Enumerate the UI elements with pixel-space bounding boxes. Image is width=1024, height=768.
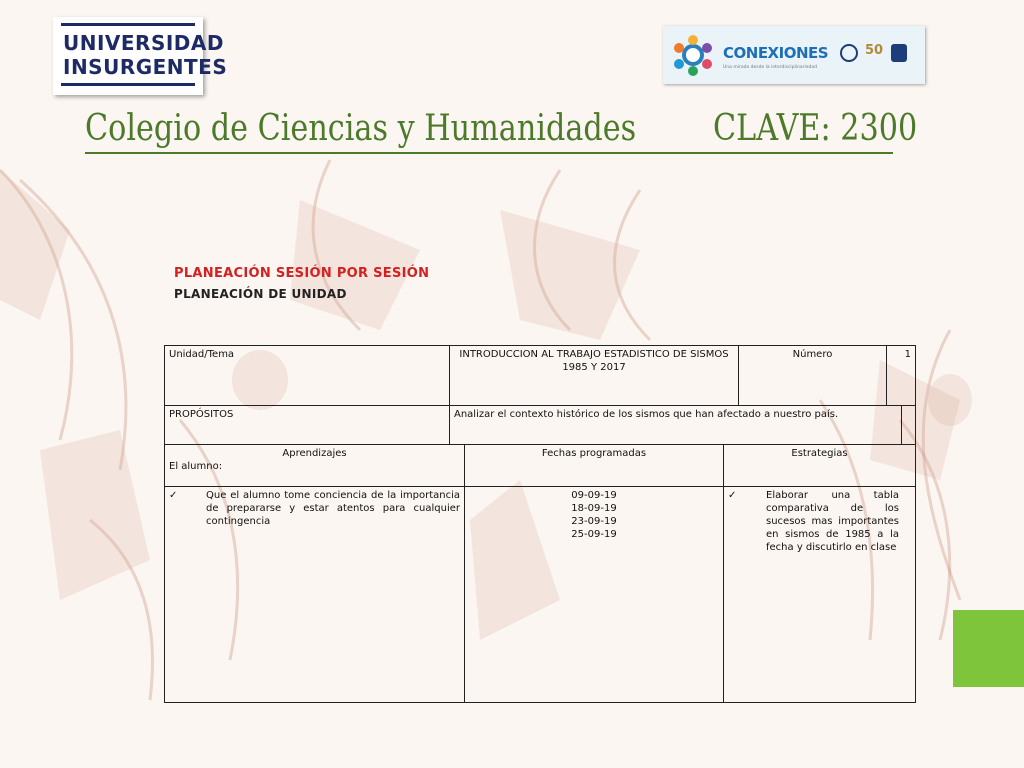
aprendizaje-text: Que el alumno tome conciencia de la importancia de prepararse y estar atentos para cualquier contingencia [206, 490, 460, 527]
unidad-label-cell [164, 345, 450, 406]
unidad-value: INTRODUCCION AL TRABAJO ESTADISTICO DE SISMOS 1985 Y 2017 [459, 349, 729, 373]
cch-seal-icon [891, 44, 907, 62]
estrategias-header-cell [723, 444, 916, 487]
propositos-value: Analizar el contexto histórico de los sismos que han afectado a nuestro país. [454, 409, 839, 420]
fechas-content-cell [464, 486, 724, 703]
unidad-label: Unidad/Tema [169, 349, 235, 360]
fechas-label: Fechas programadas [541, 448, 647, 459]
checkmark-icon: ✓ [728, 490, 737, 501]
checkmark-icon: ✓ [169, 490, 178, 501]
fecha-item: 23-09-19 [571, 516, 617, 527]
propositos-label: PROPÓSITOS [169, 409, 234, 420]
conexiones-banner [663, 26, 925, 84]
aprendizajes-header-cell [164, 444, 465, 487]
conexiones-tagline: Una mirada desde la interdisciplinariedad [723, 65, 817, 70]
aprendizaje-content-cell [164, 486, 465, 703]
propositos-label-cell [164, 405, 450, 445]
alumno-label: El alumno: [169, 461, 223, 472]
estrategia-content-cell [723, 486, 916, 703]
fecha-item: 18-09-19 [571, 503, 617, 514]
numero-value: 1 [904, 349, 911, 360]
logo-line-1: UNIVERSIDAD [63, 31, 224, 55]
title-underline [85, 152, 893, 154]
green-accent-square [953, 610, 1024, 687]
estrategia-text: Elaborar una tabla comparativa de los sucesos mas importantes en sismos de 1985 a la fecha y discutirlo en clase [766, 490, 899, 553]
subtitle-unidad: PLANEACIÓN DE UNIDAD [174, 287, 347, 301]
estrategias-label: Estrategias [791, 448, 848, 459]
subtitle-sesion: PLANEACIÓN SESIÓN POR SESIÓN [174, 266, 430, 281]
anniversary-badge: 50 [865, 43, 884, 58]
propositos-empty-cell [901, 405, 916, 445]
fechas-header-cell [464, 444, 724, 487]
logo-line-2: INSURGENTES [63, 55, 228, 79]
fecha-item: 25-09-19 [571, 529, 617, 540]
unidad-value-cell [449, 345, 739, 406]
numero-label: Número [792, 349, 833, 360]
universidad-insurgentes-logo [53, 17, 228, 95]
propositos-value-cell [449, 405, 902, 445]
aprendizajes-label: Aprendizajes [282, 448, 347, 459]
conexiones-word: CONEXIONES [723, 44, 829, 62]
numero-label-cell [738, 345, 887, 406]
page-title: Colegio de Ciencias y Humanidades CLAVE: 2300 [85, 108, 918, 149]
numero-value-cell [886, 345, 916, 406]
fecha-item: 09-09-19 [571, 490, 617, 501]
